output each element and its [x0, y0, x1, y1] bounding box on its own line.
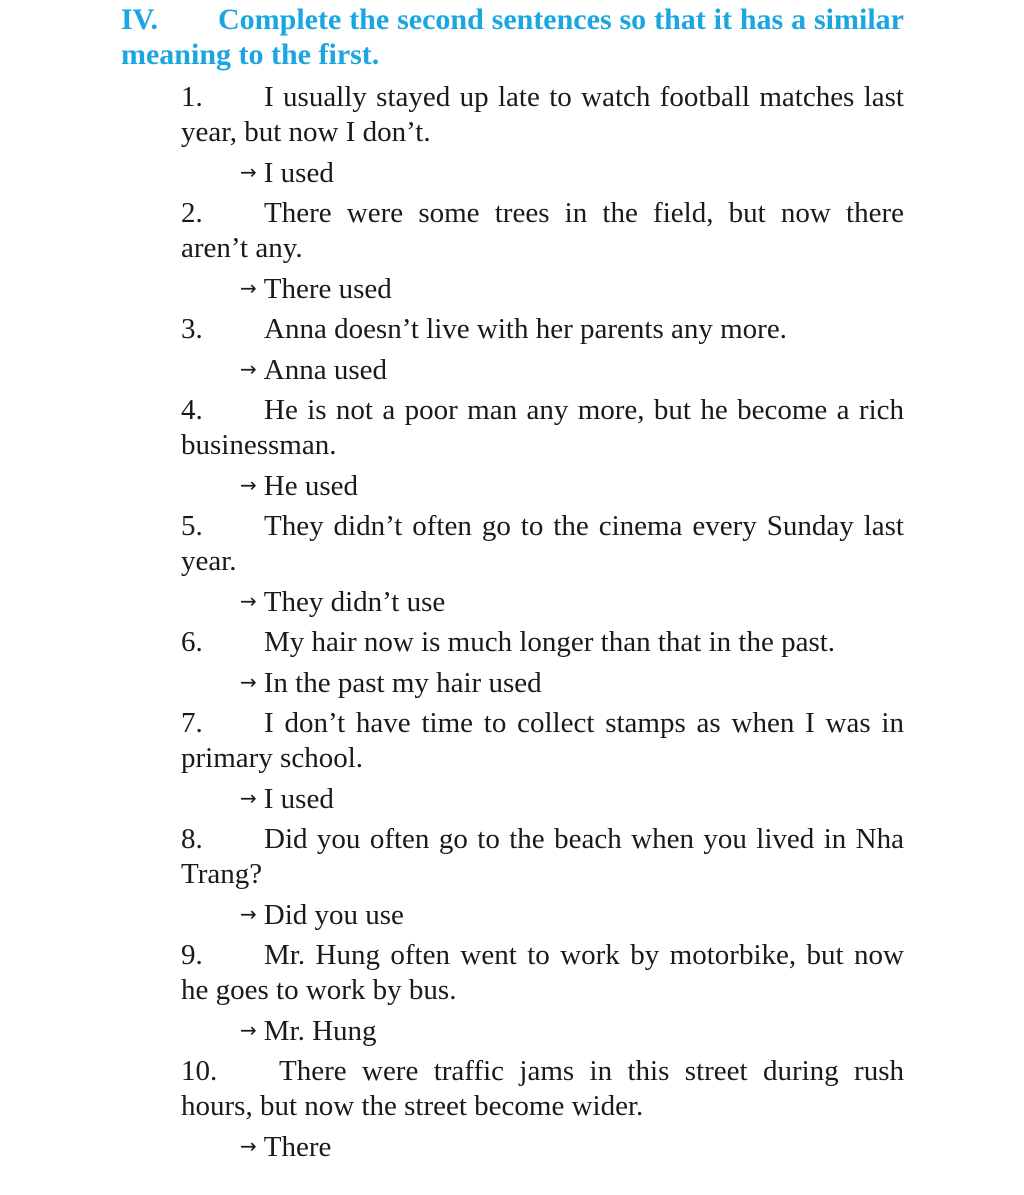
arrow-icon: →: [240, 1018, 257, 1042]
exercise-item: [181, 393, 904, 504]
answer-prompt: [181, 352, 904, 388]
item-number: 9.: [181, 939, 203, 971]
arrow-icon: →: [240, 902, 257, 926]
item-number: 4.: [181, 394, 203, 426]
arrow-icon: →: [240, 786, 257, 810]
answer-prompt: [181, 271, 904, 307]
section-instruction: Complete the second sentences so that it has a similar meaning to the first.: [121, 3, 904, 71]
item-sentence: Mr. Hung often went to work by motorbike, but now he goes to work by bus.: [181, 939, 904, 1006]
arrow-icon: →: [240, 670, 257, 694]
item-sentence: He is not a poor man any more, but he become a rich businessman.: [181, 394, 904, 461]
section-heading: [121, 2, 904, 72]
arrow-icon: →: [240, 473, 257, 497]
exercise-item: [181, 80, 904, 191]
item-number: 8.: [181, 823, 203, 855]
item-number: 5.: [181, 510, 203, 542]
arrow-icon: →: [240, 1134, 257, 1158]
item-number: 10.: [181, 1055, 218, 1087]
item-sentence: Anna doesn’t live with her parents any more.: [264, 313, 787, 345]
prompt-text: I used: [263, 783, 334, 815]
arrow-icon: →: [240, 160, 257, 184]
exercise-list: [181, 80, 904, 1170]
item-number: 7.: [181, 707, 203, 739]
prompt-text: I used: [263, 157, 334, 189]
item-sentence: They didn’t often go to the cinema every Sunday last year.: [181, 510, 904, 577]
answer-prompt: [181, 584, 904, 620]
section-number: IV.: [121, 3, 158, 36]
item-number: 1.: [181, 81, 203, 113]
answer-prompt: [181, 665, 904, 701]
item-number: 3.: [181, 313, 203, 345]
item-number: 6.: [181, 626, 203, 658]
item-number: 2.: [181, 197, 203, 229]
prompt-text: There: [263, 1131, 332, 1163]
exercise-item: [181, 509, 904, 620]
answer-prompt: [181, 1013, 904, 1049]
item-sentence: There were some trees in the field, but now there aren’t any.: [181, 197, 904, 264]
item-sentence: I usually stayed up late to watch football matches last year, but now I don’t.: [181, 81, 904, 148]
item-sentence: I don’t have time to collect stamps as when I was in primary school.: [181, 707, 904, 774]
arrow-icon: →: [240, 589, 257, 613]
answer-prompt: [181, 781, 904, 817]
answer-prompt: [181, 897, 904, 933]
prompt-text: In the past my hair used: [263, 667, 542, 699]
exercise-item: [181, 312, 904, 388]
prompt-text: He used: [263, 470, 358, 502]
prompt-text: Anna used: [263, 354, 387, 386]
exercise-item: [181, 1054, 904, 1165]
arrow-icon: →: [240, 357, 257, 381]
prompt-text: They didn’t use: [263, 586, 446, 618]
exercise-item: [181, 938, 904, 1049]
exercise-item: [181, 706, 904, 817]
exercise-item: [181, 822, 904, 933]
item-sentence: Did you often go to the beach when you lived in Nha Trang?: [181, 823, 904, 890]
answer-prompt: [181, 155, 904, 191]
answer-prompt: [181, 1129, 904, 1165]
answer-prompt: [181, 468, 904, 504]
arrow-icon: →: [240, 276, 257, 300]
prompt-text: Mr. Hung: [263, 1015, 377, 1047]
prompt-text: Did you use: [263, 899, 404, 931]
prompt-text: There used: [263, 273, 392, 305]
item-sentence: There were traffic jams in this street during rush hours, but now the street become wider.: [181, 1055, 904, 1122]
exercise-item: [181, 196, 904, 307]
item-sentence: My hair now is much longer than that in the past.: [264, 626, 836, 658]
exercise-item: [181, 625, 904, 701]
